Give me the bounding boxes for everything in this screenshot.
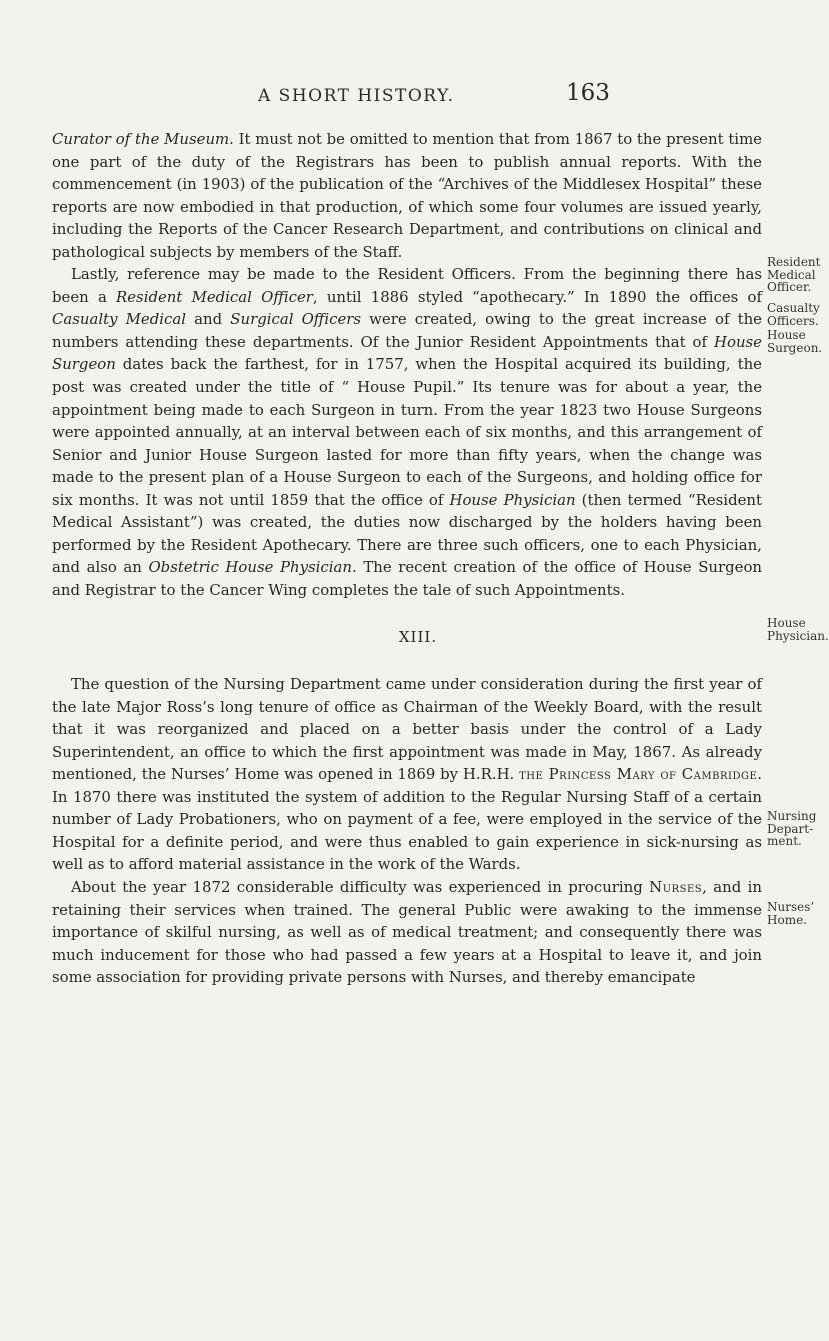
margin-note-house-surgeon: House Surgeon. bbox=[767, 328, 823, 355]
text-run: . In 1870 there was instituted the system of addition to the Regular Nursing Staff of a certain number of Lady Probationers, who on payment of a fee, were employed in the service of the Hospital for a definite period, and were thus enabled to gain experience in sick-nursing as well as to afford material assistance in the work of the Wards. bbox=[52, 765, 763, 874]
text-run: The recent creation of the office of House Surgeon and Registrar to the Cancer Wing completes the tale of such Appointments. bbox=[52, 558, 763, 599]
text-run: and bbox=[186, 310, 231, 329]
paragraph-resident-officers bbox=[52, 263, 762, 601]
text-run: About the year 1872 considerable difficulty was experienced in procuring bbox=[71, 877, 650, 896]
term-house-physician: House Physician bbox=[449, 490, 576, 509]
margin-note-nurses-home: Nurses’ Home. bbox=[767, 900, 815, 927]
curator-heading: Curator of the Museum. bbox=[52, 130, 234, 148]
text-run: The question of the Nursing Department came under consideration during the first year of the late Major Ross’s long tenure of office as Chairman of the Weekly Board, with the result that it was reorganized and placed on a better basis under the control of a Lady Superintendent, an office to which the first appointment was made in May, 1867. As already mentioned, the Nurses’ Home was opened in 1869 by H.R.H. bbox=[52, 675, 762, 784]
text-run: (then termed “Resident Medical Assistant”) was created, the duties now discharged by the holders having been performed by the Resident Apothecary. There are three such officers, one to each Physician, and also an bbox=[52, 490, 762, 577]
page-header bbox=[0, 80, 800, 116]
text-run: dates back the farthest, for in 1757, when the Hospital acquired its building, the post was created under the title of “ House Pupil.” Its tenure was for about a year, the appointment being made to each Surgeon in turn. From the year 1823 two House Surgeons were appointed annually, at an interval between each of six months, and this arrangement of Senior and Junior House Surgeon lasted for more than fifty years, when the change was made to the present plan of a House Surgeon to each of the Surgeons, and holding office for six months. It was not until 1859 that the office of bbox=[52, 355, 762, 509]
paragraph-nurses-1872 bbox=[52, 876, 762, 989]
paragraph-nursing-department bbox=[52, 673, 762, 876]
term-obstetric-house-physician: Obstetric House Physician. bbox=[148, 558, 357, 577]
term-casualty-medical: Casualty Medical bbox=[52, 310, 187, 329]
term-surgical-officers: Surgical Officers bbox=[230, 310, 362, 329]
margin-note-casualty-officers: Casualty Officers. bbox=[767, 301, 820, 328]
section-heading: XIII. bbox=[398, 628, 438, 647]
text-run: were created, owing to the great increase of the numbers attending these departments. Of the Junior Resident Appointments that of bbox=[52, 310, 762, 351]
curator-text: It must not be omitted to mention that from 1867 to the present time one part of the duty of the Registrars has been to publish annual reports. With the commencement (in 1903) of the publication of the “Archives of the Middlesex Hospital” these reports are now embodied in that production, of which some four volumes are issued yearly, including the Reports of the Cancer Research Department, and contributions on clinical and pathological subjects by members of the Staff. bbox=[52, 130, 762, 261]
text-run: , and in retaining their services when trained. The general Public were awaking to the immense importance of skilful nursing, as well as of medical treatment; and consequently there was much inducement for those who had passed a few years at a Hospital to leave it, and join some association for providing private persons with Nurses, and thereby emancipate bbox=[52, 877, 762, 987]
term-house-surgeon: House Surgeon bbox=[52, 332, 762, 374]
margin-note-nursing-department: Nursing Depart-ment. bbox=[767, 809, 817, 848]
paragraph-curator bbox=[52, 128, 762, 263]
term-nurses: Nurses bbox=[649, 877, 703, 896]
princess-name: the Princess Mary of Cambridge bbox=[519, 765, 758, 784]
margin-note-house-physician: House Physician. bbox=[767, 616, 829, 643]
running-title: A SHORT HISTORY. bbox=[258, 86, 455, 106]
body-text bbox=[52, 128, 762, 989]
term-resident-medical-officer: Resident Medical Officer bbox=[116, 287, 313, 306]
text-run: Lastly, reference may be made to the Resident Officers. From the beginning there has been a bbox=[52, 265, 762, 306]
margin-note-resident-medical-officer: Resident Medical Officer. bbox=[767, 255, 821, 294]
text-run: , until 1886 styled “apothecary.” In 1890 the offices of bbox=[312, 287, 762, 306]
page-number: 163 bbox=[566, 80, 610, 106]
